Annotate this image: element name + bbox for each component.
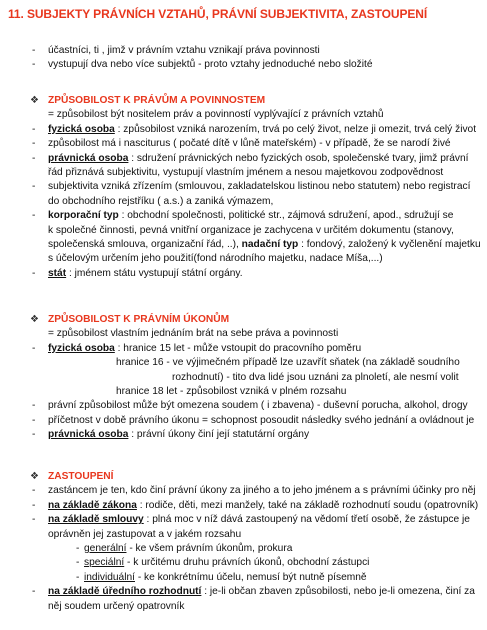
list-item: - právnická osoba : sdružení právnických nebo fyzických osob, společenské tvary, jimž právní — [32, 152, 469, 164]
section-heading: ❖ ZPŮSOBILOST K PRÁVŮM A POVINNOSTEM — [0, 94, 487, 108]
sub-item: - individuální - ke konkrétnímu účelu, nemusí být nutně písemně — [76, 571, 367, 583]
section-representation: ❖ ZASTOUPENÍ - zastáncem je ten, kdo činí právní úkony za jiného a to jeho jménem a s právními účinky pro něj - na základě zákona : rodiče, děti, mezi manžely, také na základě rozhodnutí soudu (opatrovník) - na základě smlouvy : plná moc v níž dává zastoupený na vědomí třetí osobě, že zástupce je oprávněn jej zastupovat a v jakém rozsahu - generální - ke všem právním úkonům, prokura - speciální - k určitému druhu právních úkonů, obchodní zástupci - individuální - ke konkrétnímu účelu, nemusí být nutně písemně - na základě úředního rozhodnutí : je-li občan zbaven způsobilosti, nebo je-li omezena, činí za něj soudem určený opatrovník — [0, 470, 487, 614]
sub-item: - speciální - k určitému druhu právních úkonů, obchodní zástupci — [76, 557, 370, 569]
diamond-bullet-icon: ❖ — [30, 471, 39, 482]
list-item: - na základě zákona : rodiče, děti, mezi manžely, také na základě rozhodnutí soudu (opatrovník) — [32, 499, 479, 511]
section-legal-acts: ❖ ZPŮSOBILOST K PRÁVNÍM ÚKONŮM = způsobilost vlastním jednáním brát na sebe práva a povinnosti - fyzická osoba : hranice 15 let - může vstoupit do pracovního poměru hranice 16 - ve výjimečném případě lze uzavřít sňatek (na základě soudního rozhodnutí) - tito dva lidé jsou uznáni za plnoletí, ale nesmí volit hranice 18 let - způsobilost vzniká v plném rozsahu - právní způsobilost může být omezena soudem ( i zbavena) - duševní porucha, alkohol, drogy - příčetnost v době právního úkonu = schopnost posoudit následky svého jednání a ovládnout je - právnická osoba : právní úkony činí její statutární orgány — [0, 313, 487, 443]
intro-block — [0, 44, 487, 73]
list-item: - vystupují dva nebo více subjektů - proto vztahy jednoduché nebo složité — [0, 58, 487, 72]
definition: = způsobilost být nositelem práv a povinností vyplývající z právních vztahů — [48, 109, 384, 121]
list-item: - na základě smlouvy : plná moc v níž dává zastoupený na vědomí třetí osobě, že zástupce je — [32, 514, 470, 526]
list-item: - účastníci, ti , jimž v právním vztahu vznikají práva povinnosti — [0, 44, 487, 58]
list-item: - stát : jménem státu vystupují státní orgány. — [32, 267, 243, 279]
list-item: - právnická osoba : právní úkony činí její statutární orgány — [32, 429, 310, 441]
section-rights-duties: ❖ ZPŮSOBILOST K PRÁVŮM A POVINNOSTEM = způsobilost být nositelem práv a povinností vyplývající z právních vztahů - fyzická osoba : způsobilost vzniká narozením, trvá po celý život, nelze ji omezit, trvá celý život - způsobilost má i nasciturus ( počaté dítě v lůně mateřském) - v případě, že se narodí živé - právnická osoba : sdružení právnických nebo fyzických osob, společenské tvary, jimž právní řád přiznává subjektivitu, vystupují vlastním jménem a nesou majetkovou zodpovědnost - subjektivita vzniká zřízením (smlouvou, zakladatelskou listinou nebo statutem) nebo registrací do obchodního rejstříku ( a.s.) a zaniká výmazem, - korporační typ : obchodní společnosti, politické str., zájmová sdružení, apod., sdružují se k společné činnosti, pevná vnitřní organizace je zachycena v určitém dokumentu (stanovy, společenská smlouva, organizační řád, ..), nadační typ : fondový, založený k vyčlenění majetku s účelovým určením jeho použití(fond národního majetku, nadace Míša,...) - stát : jménem státu vystupují státní orgány. — [0, 94, 487, 281]
sub-item: - generální - ke všem právním úkonům, prokura — [76, 543, 293, 555]
list-item: - fyzická osoba : způsobilost vzniká narozením, trvá po celý život, nelze ji omezit, trvá celý život — [32, 123, 477, 135]
page-title: 11. SUBJEKTY PRÁVNÍCH VZTAHŮ, PRÁVNÍ SUBJEKTIVITA, ZASTOUPENÍ — [8, 7, 428, 21]
list-item: - fyzická osoba : hranice 15 let - může vstoupit do pracovního poměru — [32, 342, 362, 354]
list-item: - korporační typ : obchodní společnosti, politické str., zájmová sdružení, apod., sdružují se — [32, 210, 454, 222]
list-item: - právní způsobilost může být omezena soudem ( i zbavena) - duševní porucha, alkohol, drogy — [32, 400, 468, 412]
list-item: - subjektivita vzniká zřízením (smlouvou, zakladatelskou listinou nebo statutem) nebo registrací — [32, 181, 471, 193]
list-item: - způsobilost má i nasciturus ( počaté dítě v lůně mateřském) - v případě, že se narodí živé — [32, 138, 451, 150]
list-item: - na základě úředního rozhodnutí : je-li občan zbaven způsobilosti, nebo je-li omezena, činí za — [32, 586, 475, 598]
diamond-bullet-icon: ❖ — [30, 95, 39, 106]
dash-bullet: - — [32, 59, 36, 71]
diamond-bullet-icon: ❖ — [30, 314, 39, 325]
section-heading: ❖ ZASTOUPENÍ — [0, 470, 487, 484]
definition: = způsobilost vlastním jednáním brát na sebe práva a povinnosti — [48, 328, 339, 340]
list-item: - příčetnost v době právního úkonu = schopnost posoudit následky svého jednání a ovládnout je — [32, 414, 475, 426]
section-heading: ❖ ZPŮSOBILOST K PRÁVNÍM ÚKONŮM — [0, 313, 487, 327]
list-item: - zastáncem je ten, kdo činí právní úkony za jiného a to jeho jménem a s právními účinky pro něj — [32, 485, 476, 497]
dash-bullet: - — [32, 45, 36, 56]
